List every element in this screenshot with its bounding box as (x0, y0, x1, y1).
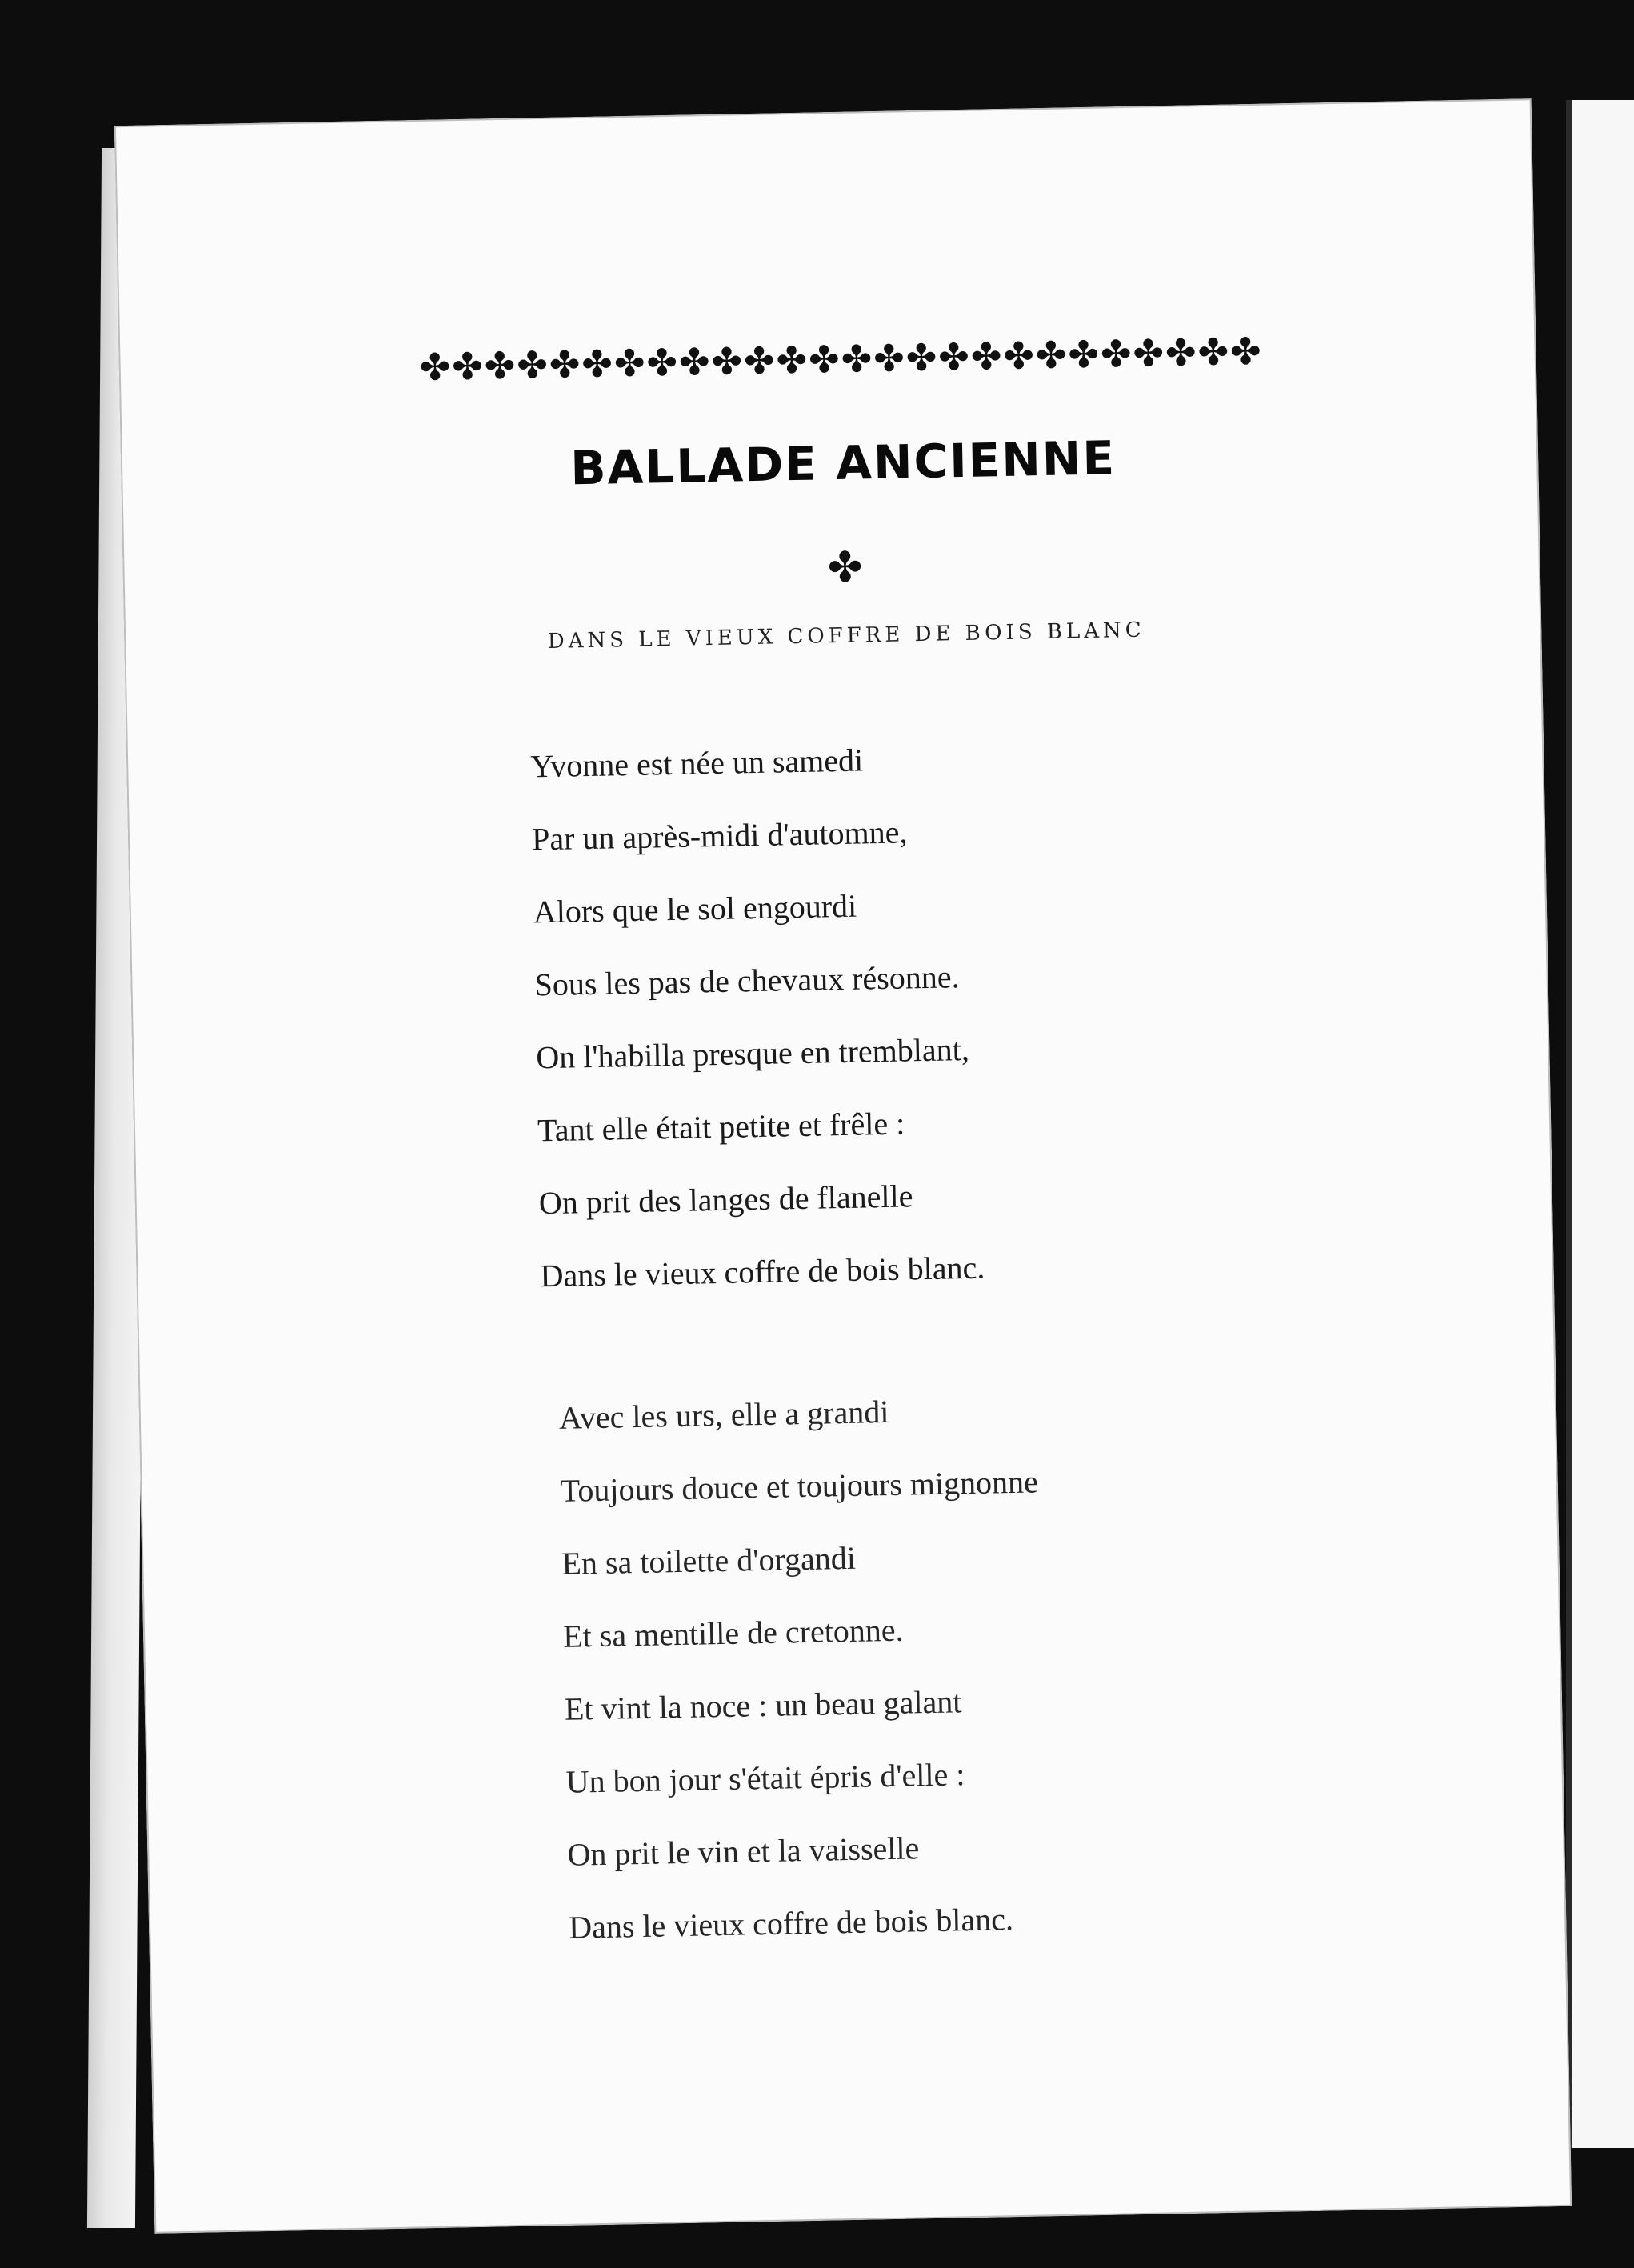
verse-line: Alors que le sol engourdi (533, 887, 857, 930)
verse-line: Avec les urs, elle a grandi (558, 1393, 889, 1436)
page-content (114, 98, 1572, 2234)
ornament-border: ✤✤✤✤✤✤✤✤✤✤✤✤✤✤✤✤✤✤✤✤✤✤✤✤✤✤ (419, 329, 1264, 389)
verse-line: On prit des langes de flanelle (538, 1178, 913, 1222)
verse-line: Un bon jour s'était épris d'elle : (565, 1756, 965, 1800)
poem-title: BALLADE ANCIENNE (569, 430, 1117, 496)
verse-line: Et vint la noce : un beau galant (564, 1683, 962, 1727)
fleuron-ornament: ✤ (827, 543, 863, 593)
refrain-heading: DANS LE VIEUX COFFRE DE BOIS BLANC (547, 618, 1145, 654)
stanza-2 (558, 1372, 1047, 1963)
stanza-1 (529, 722, 985, 1313)
verse-line: Sous les pas de chevaux résonne. (534, 958, 960, 1003)
book-page (114, 98, 1572, 2234)
verse-line: Dans le vieux coffre de bois blanc. (568, 1901, 1014, 1946)
facing-page-sliver (1566, 100, 1634, 2148)
verse-line: On prit le vin et la vaisselle (567, 1830, 920, 1873)
verse-line: Et sa mentille de cretonne. (562, 1611, 904, 1654)
verse-line: Tant elle était petite et frêle : (537, 1105, 905, 1149)
verse-line: En sa toilette d'organdi (561, 1539, 857, 1582)
verse-line: On l'habilla presque en tremblant, (535, 1030, 970, 1076)
verse-line: Dans le vieux coffre de bois blanc. (540, 1249, 985, 1294)
verse-line: Par un après-midi d'automne, (531, 814, 908, 858)
verse-line: Toujours douce et toujours mignonne (560, 1463, 1039, 1509)
verse-line: Yvonne est née un samedi (529, 742, 864, 785)
